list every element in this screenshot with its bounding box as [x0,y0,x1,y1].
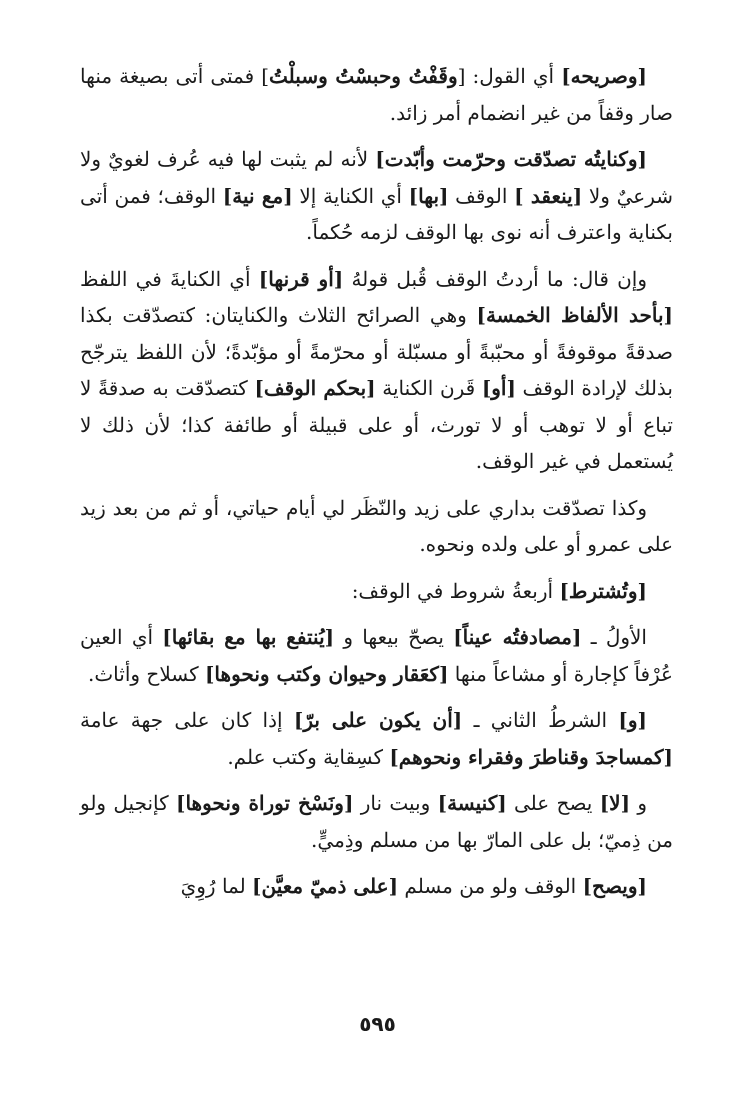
paragraph [80,619,673,692]
paragraph [80,261,673,480]
bold-term: [و] [618,708,648,732]
paragraph [80,868,673,905]
bold-term: [مصادفتُه عيناً] [453,625,582,649]
text-run: أي العين عُرْفاً كإجارة أو مشاعاً منها [80,625,673,686]
bold-term: [كعَقار وحيوان وكتب ونحوها] [204,661,449,686]
text-run: الأولُ ـ [581,625,647,649]
paragraph [80,702,673,775]
text-run: الوقف؛ فمن أتى بكناية واعترف أنه نوى بها الوقف لزمه حُكماً. [80,183,673,244]
paragraph [80,785,673,858]
page-body [80,58,673,905]
text-run: أي الكنايةَ في اللفظ [80,266,259,291]
bold-term: [أو قرنها] [258,266,344,291]
paragraph [80,490,673,563]
bold-term: [وكنايتُه تصدّقت وحرّمت وأبّدت] [375,147,647,171]
text-run: يصحّ بيعها و [334,625,454,649]
text-run: أي القول: [ [457,64,562,88]
bold-term: [بها] [408,183,449,208]
bold-term: [أو] [481,376,516,400]
text-run: كسِقاية وكتب علم. [227,744,390,769]
text-run: كإنجيل ولو من ذِميّ؛ بل على المارّ بها من مسلم وذِميٍّ. [80,791,673,852]
text-run: أربعةُ شروط في الوقف: [351,578,560,603]
bold-term: [لا] [599,791,631,815]
text-run: يصح على [506,791,600,815]
bold-term: [بحكم الوقف] [254,376,376,400]
text-run: و [630,791,648,815]
text-run: وإن قال: ما أردتُ الوقف قُبل قولهُ [343,266,648,291]
bold-term: [على ذميّ معيَّن] [252,874,399,898]
text-run: لما رُوِيَ [180,874,253,898]
paragraph [80,58,673,131]
paragraph [80,573,673,610]
text-run: الوقف [448,183,515,208]
text-run: قَرن الكناية [375,376,482,400]
text-run: الشرطُ الثاني ـ [462,708,619,732]
bold-term: [ينعقد ] [514,183,583,208]
page-number: ٥٩٥ [359,1012,396,1036]
bold-term: [وصريحه] [561,64,647,88]
bold-term: [ونَسْخ توراة ونحوها] [175,791,354,815]
bold-term: [أن يكون على برّ] [293,708,463,732]
text-run: وكذا تصدّقت بداري على زيد والنّظَر لي أيام حياتي، أو ثم من بعد زيد على عمرو أو على ولده ونحوه. [80,495,673,556]
bold-term: [وتُشترط] [559,578,647,603]
text-run: كسلاح وأثاث. [87,661,205,686]
text-run: أي الكناية إلا [292,183,409,208]
text-run: كتصدّقت به صدقةً لا تباع أو لا توهب أو لا تورث، أو على قبيلة أو طائفة كذا؛ لأن ذلك لا يُستعمل في غير الوقف. [80,376,673,473]
bold-term: [مع نية] [222,183,293,208]
bold-term: [ويصح] [582,874,647,898]
text-run: لأنه لم يثبت لها فيه عُرف لغويٌ ولا شرعيٌ ولا [80,147,673,208]
text-run: وبيت نار [353,791,438,815]
text-run: الوقف ولو من مسلم [398,874,583,898]
bold-term: [يُنتفع بها مع بقائها] [162,625,335,649]
bold-term: [كمساجدَ وقناطرَ وفقراء ونحوهم] [389,744,673,769]
paragraph [80,141,673,251]
text-run: ] فمتى أتى بصيغة منها صار وقفاً من غير انضمام أمر زائد. [80,64,673,125]
bold-term: وقَفْتُ وحبسْتُ وسبلْتُ [269,64,458,88]
text-run: وهي الصرائح الثلاث والكنايتان: كتصدّقت بكذا صدقةً موقوفةً أو محبّبةً أو مسبّلة أو محرّمةً أو مؤبّدةً؛ لأن اللفظ يترجّح بذلك لإرادة الوقف [80,303,673,400]
text-run: إذا كان على جهة عامة [80,708,294,732]
bold-term: [كنيسة] [437,791,507,815]
bold-term: [بأحد الألفاظ الخمسة] [476,303,673,327]
